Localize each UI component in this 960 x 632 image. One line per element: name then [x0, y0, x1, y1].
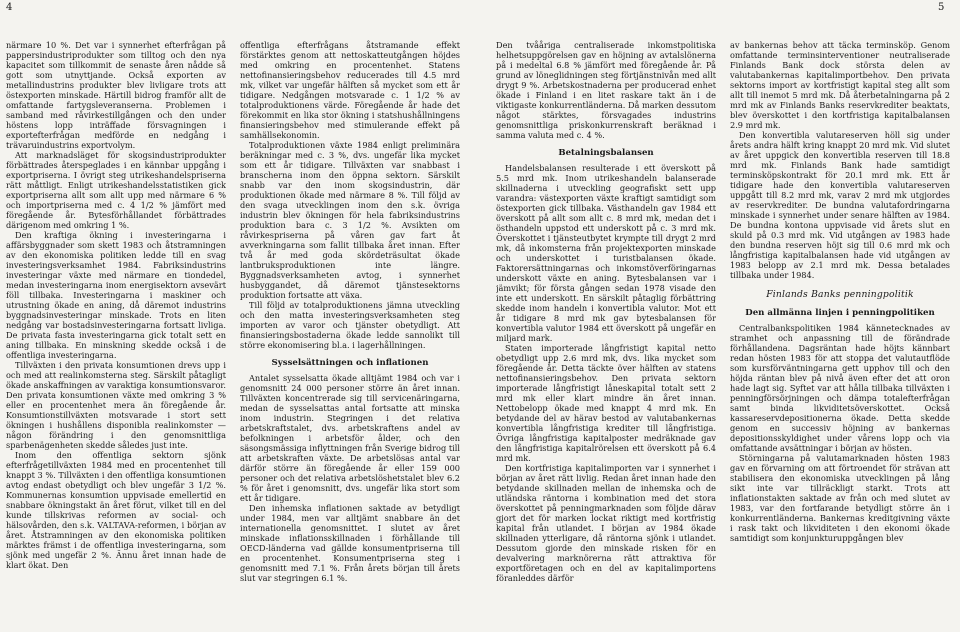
paragraph: Den konvertibla valutareserven höll sig under årets andra hälft kring knappt 20 mrd mk. Vid slutet av året uppgick den konvertibla reserven till 18.8 mrd mk. Finlands Bank hade samtidigt terminsköpskontrakt för 20.1 mrd mk. Ett år tidigare hade den konvertibla valutareserven uppgått till 8.2 mrd mk, varav 2 mrd mk utgjordes av reservkrediter. De bundna valutafordringarna minskade i synnerhet under senare hälften av 1984. De bundna kontona uppvisade vid årets slut en skuld på 0.3 mrd mk. Vid utgången av 1983 hade den bundna reserven höjt sig till 0.6 mrd mk och långfristiga kapitalbalansen hade vid utgången av 1983 belopp av 2.1 mrd mk. Dessa betalades tillbaka under 1984. [730, 130, 950, 280]
text-column-4 [730, 40, 950, 630]
paragraph: Tillväxten i den privata konsumtionen drevs upp i och med att realinkomsterna steg. Särskilt påtagligt ökade anskaffningen av varaktiga konsumtionsvaror. Den privata konsumtionen växte med omkring 3 % eller en procentenhet mera än föregående år. Konsumtionstillväxten motsvarade i stort sett ökningen i hushållens disponibla realinkomster — någon förändring i den genomsnittliga sparbenägenheten skedde således just inte. [6, 360, 226, 450]
paragraph: Centralbankspolitiken 1984 kännetecknades av stramhet och anpassning till de förändrade förhållandena. Dagsräntan hade höjts kännbart redan hösten 1983 för att stoppa det valutautflöde som kursförväntningarna gett upphov till och den höjda räntan blev på nivå även efter det att oron hade lagt sig. Syftet var att hålla tillbaka tillväxten i penningförsörjningen och dämpa totalefterfrågan samt binda likviditetsöverskottet. Också kassareservdepositionerna ökade. Detta skedde genom en successiv höjning av bankernas depositionsskyldighet under vårens lopp och via omfattande avsättningar i början av hösten. [730, 323, 950, 453]
paragraph: Totalproduktionen växte 1984 enligt preliminära beräkningar med c. 3 %, dvs. ungefär lika mycket som ett år tidigare. Tillväxten var snabbast i branscherna inom den öppna sektorn. Särskilt snabb var den inom skogsindustrin, där produktionen ökade med närmare 8 %. Till följd av den svaga utvecklingen inom den s.k. övriga industrin blev ökningen för hela fabriksindustrins produktion bara c. 3 1/2 %. Avsikten om råvirkespriserna på våren gav fart åt avverkningarna som fallit tillbaka året innan. Efter två år med goda skördeträsultat ökade lantbruksproduktionen inte längre. Byggnadsverksamheten avtog, i synnerhet husbyggandet, då däremot tjänstesektorns produktion fortsatte att växa. [240, 140, 460, 300]
text-column-3 [496, 40, 716, 630]
page-number-right: 5 [938, 2, 945, 13]
paragraph: Inom den offentliga sektorn sjönk efterfrågetillväxten 1984 med en procentenhet till knappt 3 %. Tillväxten i den offentliga konsumtionen avtog endast obetydligt och blev ungefär 3 1/2 %. Kommunernas konsumtion uppvisade emellertid en snabbare ökningstakt än året förut, vilket till en del kunde tillskrivas reformen av social- och hälsovården, den s.k. VALTAVA-reformen, i början av året. Åtstramningen av den ekonomiska politiken märktes främst i de offentliga investeringarna, som sjönk med ungefär 2 %. Ännu året innan hade de klart ökat. Den [6, 450, 226, 570]
text-column-2 [240, 40, 460, 630]
paragraph: offentliga efterfrågans åtstramande effekt förstärktes genom att nettoskatteutgången höjdes med omkring en procentenhet. Statens nettofinansieringsbehov reducerades till 4.5 mrd mk, vilket var ungefär hälften så mycket som ett år tidigare. Nedgången motsvarade c. 1 1/2 % av totalproduktionens värde. Föregående år hade det förekommit en lika stor ökning i statshushållningens finansieringsbehov med stimulerande effekt på samhällsekonomin. [240, 40, 460, 140]
paragraph: Antalet sysselsatta ökade alltjämt 1984 och var i genomsnitt 24 000 personer större än året innan. Tillväxten koncentrerade sig till servicenäringarna, medan de sysselsattas antal fortsatte att minska inom industrin. Stegringen i det relativa arbetskraftstalet, dvs. arbetskraftens andel av befolkningen i arbetsför ålder, och den säsongsmässiga inflyttningen från Sverige bidrog till att arbetskraften växte. De arbetslösas antal var därför större än föregående år eller 159 000 personer och det relativa arbetslöshetstalet blev 6.2 % för året i genomsnitt, dvs. ungefär lika stort som ett år tidigare. [240, 373, 460, 503]
chapter-heading-monetary-policy: Finlands Banks penningpolitik [766, 289, 914, 300]
paragraph: Att marknadsläget för skogsindustriprodukter förbättrades återspeglades i en kännbar uppgång i exportpriserna. I övrigt steg utrikeshandelspriserna rätt måttligt. Enligt utrikeshandelsstatistiken gick exportpriserna allt som allt upp med närmare 6 % och importpriserna med c. 4 1/2 % jämfört med föregående år. Bytesförhållandet förbättrades därigenom med omkring 1 %. [6, 150, 226, 230]
paragraph: Den inhemska inflationen saktade av betydligt under 1984, men var alltjämt snabbare än det internationella genomsnittet. I slutet av året minskade inflationsskillnaden i förhållande till OECD-länderna vad gällde konsumentpriserna till en procentenhet. Konsumentpriserna steg i genomsnitt med 7.1 %. Från årets början till årets slut var stegringen 6.1 %. [240, 503, 460, 583]
paragraph: Störningarna på valutamarknaden hösten 1983 gav en förvarning om att förtroendet för strävan att stabilisera den ekonomiska utvecklingen på lång sikt inte var tillräckligt starkt. Trots att inflationstakten saktade av från och med slutet av 1983, var den fortfarande betydligt större än i konkurrentländerna. Bankernas kreditgivning växte i rask takt och likviditeten i den ekonomi ökade samtidigt som konjunkturuppgången blev [730, 453, 950, 543]
paragraph: Den tvååriga centraliserade inkomstpolitiska helhetsuppgörelsen gav en höjning av avtalslönerna på i medeltal 6.8 % jämfört med föregående år. På grund av löneglidningen steg förtjänstnivån med allt drygt 9 %. Arbetskostnaderna per producerad enhet ökade i Finland i en litet raskare takt än i de viktigaste konkurrentländerna. Då marken dessutom något stärktes, försvagades industrins genomsnittliga priskonkurrenskraft beräknad i samma valuta med c. 4 %. [496, 40, 716, 140]
paragraph: närmare 10 %. Det var i synnerhet efterfrågan på pappersindustriprodukter som tilltog och den nya kapacitet som tillkommit de senaste åren nådde så gott som utnyttjande. Också exporten av metallindustrins produkter blev livligare trots att östexporten minskade. Härtill bidrog framför allt de omfattande fartygsleveranserna. Problemen i samband med råvirkestillgången och den under höstens lopp inträffade försvagningen i exportefterfrågan medförde en nedgång i trävaruindustrins exportvolym. [6, 40, 226, 150]
paragraph: Till följd av totalproduktionens jämna utveckling och den matta investeringsverksamheten steg importen av varor och tjänster obetydligt. Att finansieringsbostaderna ökade ledde sannolikt till större ekonomisering bl.a. i lagerhållningen. [240, 300, 460, 350]
page-number-left: 4 [6, 2, 13, 13]
paragraph: Den kortfristiga kapitalimporten var i synnerhet i början av året rätt livlig. Redan året innan hade den betydande skillnaden mellan de inhemska och de utländska räntorna i kombination med det stora överskottet på penningmarknaden som följde därav gjort det för marken lockat riktigt med kortfristig kapital från utlandet. I början av 1984 ökade skillnaden ytterligare, då räntorna sjönk i utlandet. Dessutom gjorde den minskade risken för en devalvering marknörerna rätt attraktiva för exportföretagen och en del av kapitalimportens föranleddes därför [496, 463, 716, 583]
paragraph: Den kraftiga ökning i investeringarna i affärsbyggnader som skett 1983 och åtstramningen av den ekonomiska politiken ledde till en svag investeringsverksamhet 1984. Fabriksindustrins investeringar växte med närmare en tiondedel, medan investeringarna inom energisektorn avsevärt föll tillbaka. Investeringarna i maskiner och utrustning ökade en aning, då däremot industrins byggnadsinvesteringar minskade. Trots en liten nedgång var bostadsinvesteringarna fortsatt livliga. De privata fasta investeringarna gick totalt sett en aning tillbaka. En minskning skedde också i de offentliga investeringarna. [6, 230, 226, 360]
paragraph: Staten importerade långfristigt kapital netto obetydligt upp 2.6 mrd mk, dvs. lika mycket som föregående år. Detta täckte över hälften av statens nettofinansieringsbehov. Den privata sektorn importerade långfristigt låneskapital totalt sett 2 mrd mk eller klart mindre än året innan. Nettobelopp ökade med knappt 4 mrd mk. En betydande del av härav bestod av valutabankernas konvertibla långfristiga krediter till långfristiga. Övriga långfristiga kapitalposter medräknade gav den långfristiga kapitalrörelsen ett överskott på 6.4 mrd mk. [496, 343, 716, 463]
paragraph: Handelsbalansen resulterade i ett överskott på 5.5 mrd mk. Inom utrikeshandeln balanserade skillnaderna i utveckling geografiskt sett upp varandra: västexporten växte kraftigt samtidigt som östexporten gick tillbaka. Västhandeln gav 1984 ett överskott på allt som allt c. 8 mrd mk, medan det i östhandeln uppstod ett underskott på c. 3 mrd mk. Överskottet i tjänsteutbytet krympte till drygt 2 mrd mk, då inkomsterna från projektexporten minskade och underskottet i turistbalansen ökade. Faktorersättningarnas och inkomstöverföringarnas underskott växte en aning. Bytesbalansen var i jämvikt; för första gången sedan 1978 visade den inte ett underskott. En särskilt påtaglig förbättring skedde inom handeln i konvertibla valutor. Mot ett år tidigare 8 mrd mk gav bytesbalansen för konvertibla valutor 1984 ett överskott på ungefär en miljard mark. [496, 163, 716, 343]
text-column-1 [6, 40, 226, 630]
section-heading-general-line: Den allmänna linjen i penningpolitiken [745, 308, 935, 318]
paragraph: av bankernas behov att täcka terminsköp. Genom omfattande terminsinterventioner neutraliserade Finlands Bank dock största delen av valutabankernas kapitalimportbehov. Den privata sektorns import av kortfristigt kapital steg allt som allt till inemot 5 mrd mk. Då återbetalningarna på 2 mrd mk av Finlands Banks reservkrediter beaktats, blev överskottet i den kortfristiga kapitalbalansen 2.9 mrd mk. [730, 40, 950, 130]
section-heading-balance-of-payments: Betalningsbalansen [558, 148, 654, 158]
section-heading-employment-inflation: Sysselsättningen och inflationen [271, 358, 429, 368]
